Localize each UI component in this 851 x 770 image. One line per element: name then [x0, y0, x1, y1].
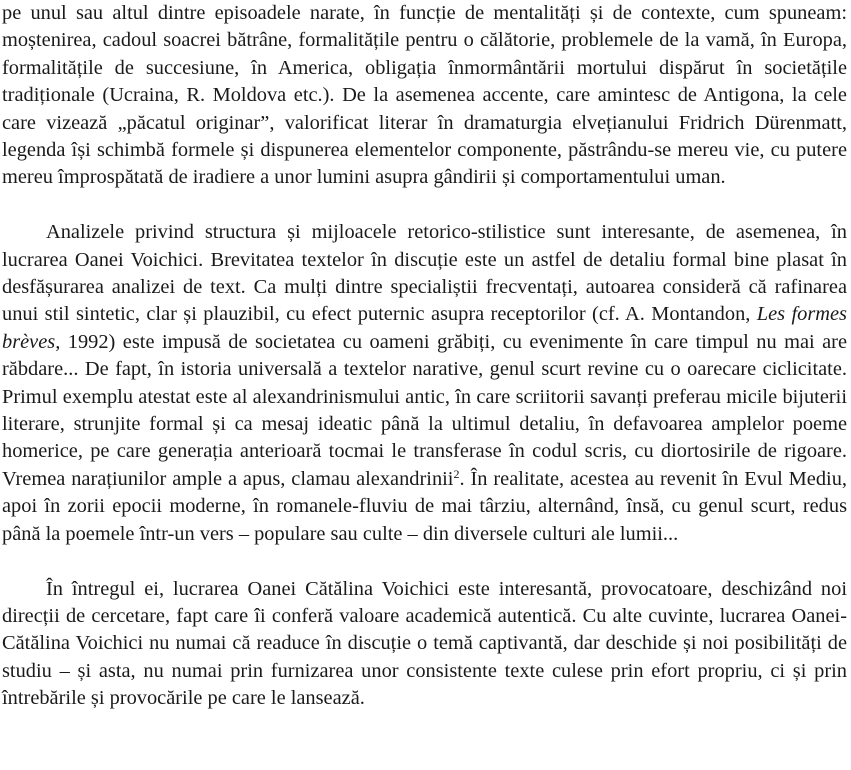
footnote-marker[interactable]: 2 — [453, 466, 460, 481]
paragraph-3: În întregul ei, lucrarea Oanei Cătălina Voichici este interesantă, provocatoare, deschizând noi direcții de cercetare, fapt care îi conferă valoare academică autentică. Cu alte cuvinte, lucrarea Oanei-Cătălina Voichici nu numai că readuce în discuție o temă captivantă, dar deschide și noi posibilități de studiu – și asta, nu numai prin furnizarea unor consistente texte culese prin efort propriu, ci și prin întrebările și provocările pe care le lansează. — [2, 577, 847, 710]
paragraph-2 — [2, 219, 847, 548]
document-page — [2, 0, 847, 713]
paragraph-2-text-middle: 1992) este impusă de societatea cu oameni grăbiți, cu evenimente în care timpul nu mai are răbdare... De fapt, în istoria universală a textelor narative, genul scurt revine cu o oarecare ciclicitate. Primul exemplu atestat este al alexandrinismului antic, în care scriitorii savanți preferau micile bijuterii literare, strunjite formal și ca mesaj ideatic până la ultimul detaliu, în defavoarea amplelor poeme homerice, pe care generația anterioară tocmai le transferase în codul scris, cu diortosirile de rigoare. Vremea narațiunilor ample a apus, clamau alexandrinii — [2, 330, 847, 490]
paragraph-1: pe unul sau altul dintre episoadele narate, în funcție de mentalități și de contexte, cum spuneam: moștenirea, cadoul soacrei bătrâne, formalitățile pentru o călătorie, problemele de la vamă, în Europa, formalitățile de succesiune, în America, obligația înmormântării mortului dispărut în societățile tradiționale (Ucraina, R. Moldova etc.). De la asemenea accente, care amintesc de Antigona, la cele care vizează „păcatul originar”, valorificat literar în dramaturgia elvețianului Fridrich Dürenmatt, legenda își schimbă formele și dispunerea elementelor componente, păstrându-se mereu vie, cu putere mereu împrospătată de iradiere a unor lumini asupra gândirii și comportamentului uman. — [2, 2, 847, 189]
paragraph-2-text-end: . În realitate, acestea au revenit în Evul Mediu, apoi în zorii epocii moderne, în romanele-fluviu de mai târziu, alternând, însă, cu genul scurt, redus până la poemele într-un vers – populare sau culte – din diversele culturi ale lumii... — [2, 467, 847, 545]
paragraph-2-text-start: Analizele privind structura și mijloacele retorico-stilistice sunt interesante, de asemenea, în lucrarea Oanei Voichici. Brevitatea textelor în discuție este un astfel de detaliu formal bine plasat în desfășurarea analizei de text. Ca mulți dintre specialiștii frecventați, autoarea consideră că rafinarea unui stil sintetic, clar și plauzibil, cu efect puternic asupra receptorilor (cf. A. Montandon, — [2, 221, 847, 326]
paragraph-gap — [2, 192, 847, 219]
book-title: Les formes brèves, — [2, 303, 847, 353]
paragraph-gap — [2, 548, 847, 575]
